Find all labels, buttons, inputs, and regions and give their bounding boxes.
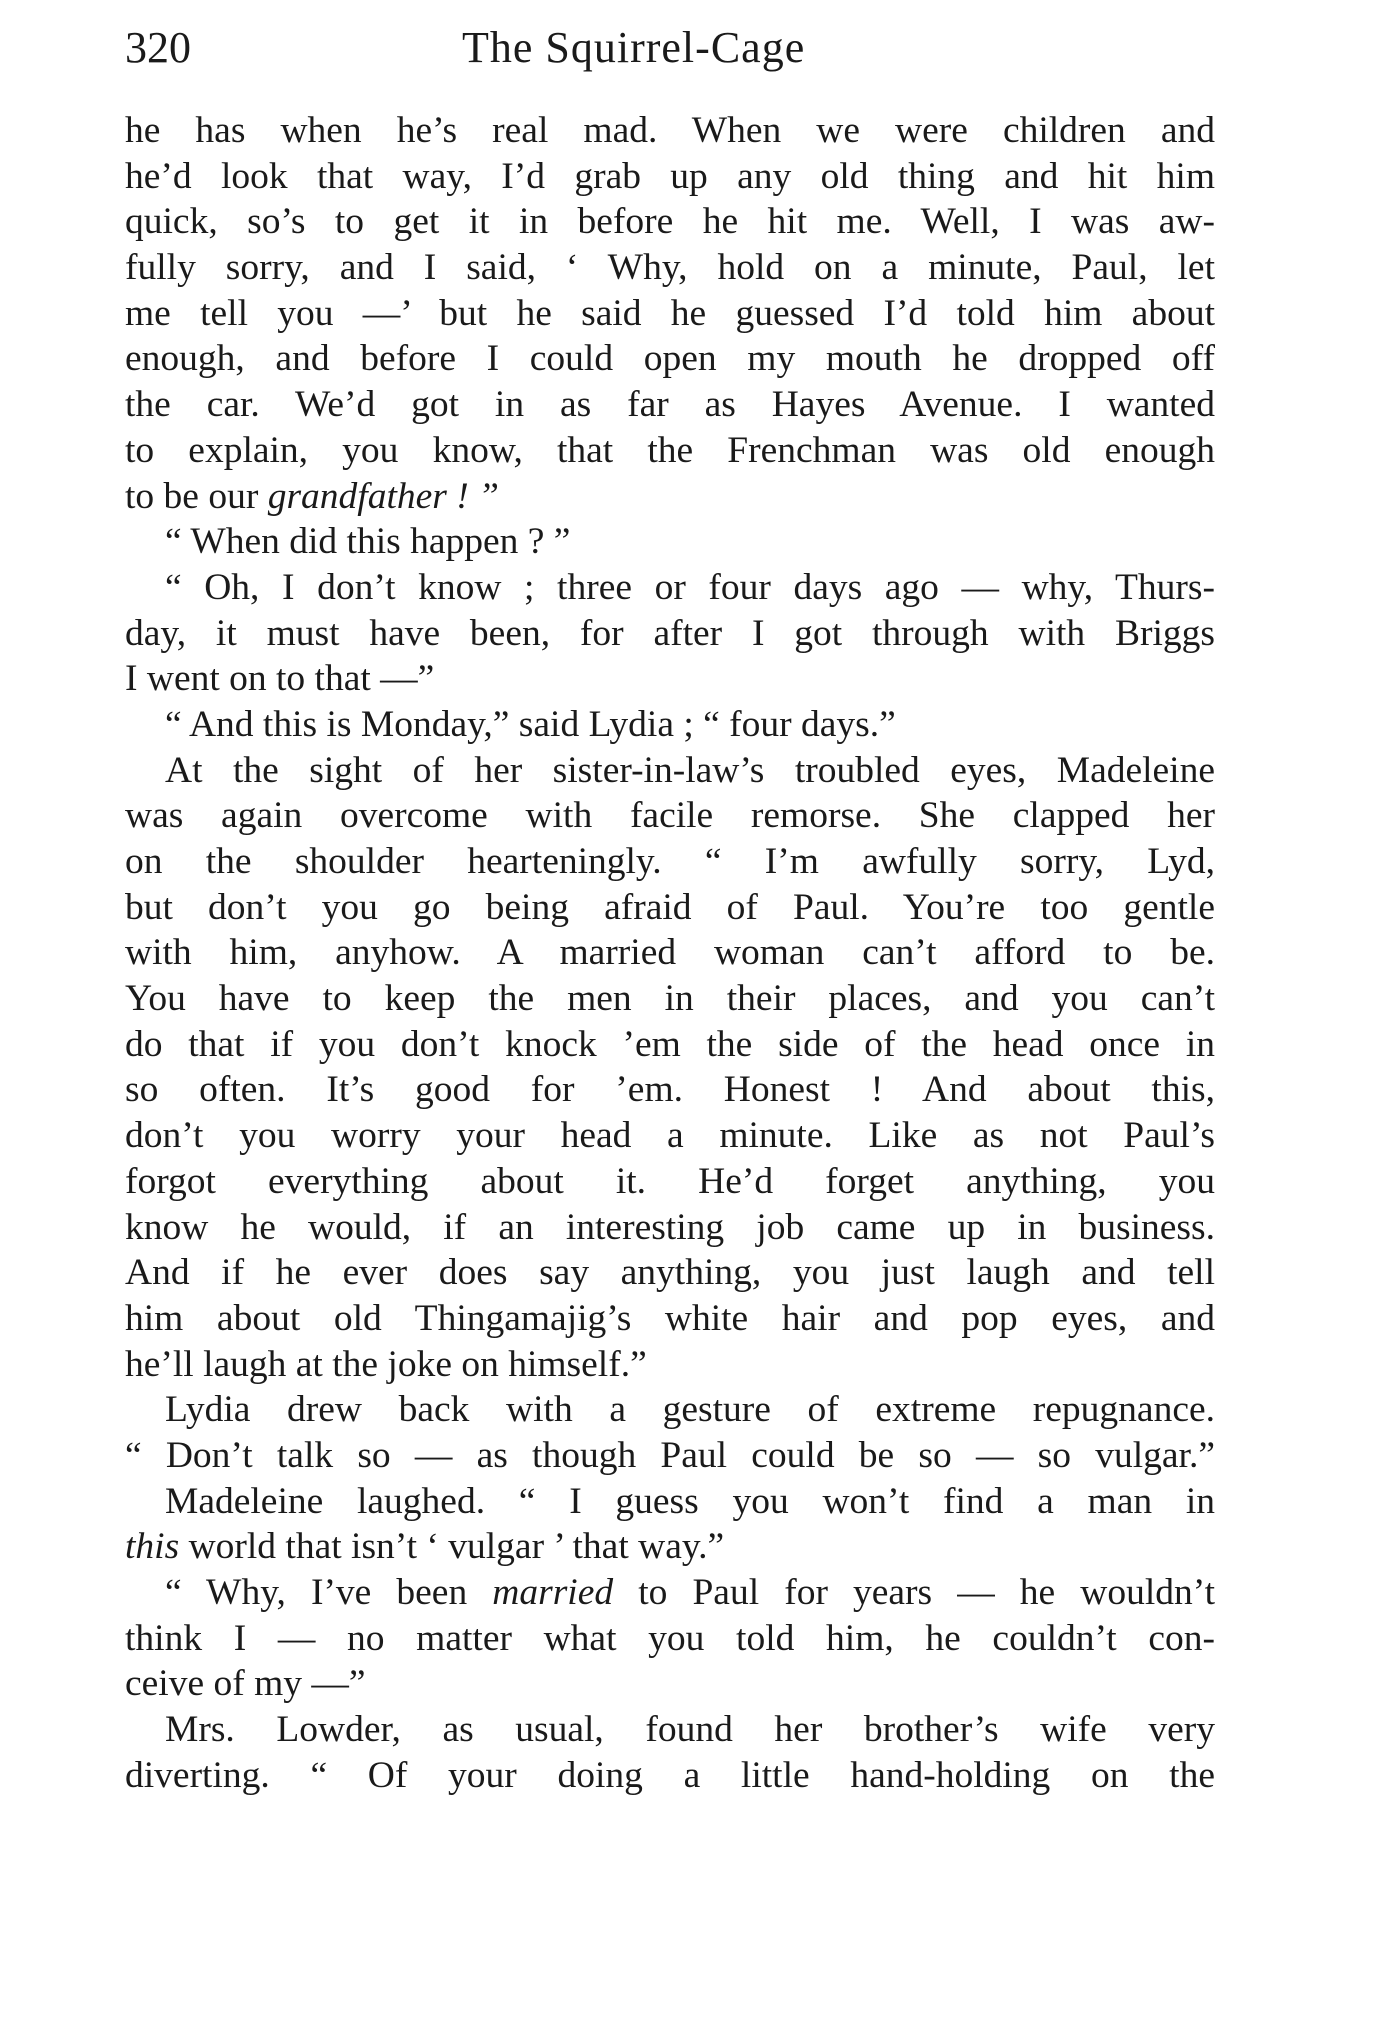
- text-line: [125, 1159, 1215, 1205]
- text-line: [125, 1067, 1215, 1113]
- text-segment: At the sight of her sister-in-law’s troubled eyes, Madeleine: [165, 749, 1215, 791]
- italic-text: married: [492, 1572, 614, 1613]
- body-text: [125, 108, 1215, 1798]
- text-segment: he’ll laugh at the joke on himself.”: [125, 1343, 647, 1385]
- text-line: [125, 336, 1215, 382]
- text-segment: “ Don’t talk so — as though Paul could be so — so vulgar.”: [125, 1434, 1215, 1476]
- text-segment: fully sorry, and I said, ‘ Why, hold on a minute, Paul, let: [125, 247, 1215, 289]
- text-segment: You have to keep the men in their places, and you can’t: [125, 978, 1215, 1020]
- text-line: [125, 839, 1215, 885]
- text-segment: don’t you worry your head a minute. Like as not Paul’s: [125, 1115, 1215, 1157]
- text-line: [125, 519, 1215, 565]
- text-line: [125, 428, 1215, 474]
- text-segment: was again overcome with facile remorse. She clapped her: [125, 795, 1215, 837]
- text-segment: so often. It’s good for ’em. Honest ! And about this,: [125, 1069, 1215, 1111]
- text-line: [125, 565, 1215, 611]
- text-line: [125, 1753, 1215, 1799]
- text-segment: enough, and before I could open my mouth he dropped off: [125, 338, 1215, 380]
- text-segment: Lydia drew back with a gesture of extreme repugnance.: [165, 1389, 1215, 1431]
- text-segment: “ And this is Monday,” said Lydia ; “ four days.”: [165, 703, 896, 745]
- text-segment: Mrs. Lowder, as usual, found her brother’s wife very: [165, 1709, 1215, 1751]
- text-segment: ceive of my —”: [125, 1663, 366, 1705]
- text-line: [125, 976, 1215, 1022]
- text-segment: to be our: [125, 475, 268, 517]
- page-header: [125, 18, 1215, 78]
- text-line: [125, 793, 1215, 839]
- text-segment: he has when he’s real mad. When we were children and: [125, 110, 1215, 151]
- text-line: [125, 1296, 1215, 1342]
- text-segment: with him, anyhow. A married woman can’t afford to be.: [125, 932, 1215, 974]
- text-segment: me tell you —’ but he said he guessed I’d told him about: [125, 292, 1215, 334]
- text-line: [125, 245, 1215, 291]
- text-line: [125, 382, 1215, 428]
- text-line: [125, 474, 1215, 520]
- text-line: [125, 1250, 1215, 1296]
- text-line: [125, 1661, 1215, 1707]
- text-line: [125, 1479, 1215, 1525]
- text-segment: diverting. “ Of your doing a little hand-holding on the: [125, 1754, 1215, 1796]
- text-line: [125, 656, 1215, 702]
- text-line: [125, 1022, 1215, 1068]
- page-number: 320: [125, 23, 191, 72]
- text-segment: quick, so’s to get it in before he hit me. Well, I was aw-: [125, 201, 1215, 243]
- text-segment: do that if you don’t knock ’em the side of the head once in: [125, 1023, 1215, 1065]
- text-segment: on the shoulder hearteningly. “ I’m awfully sorry, Lyd,: [125, 841, 1215, 882]
- text-line: [125, 1433, 1215, 1479]
- text-segment: to Paul for years — he wouldn’t: [613, 1572, 1215, 1613]
- text-line: [125, 1570, 1215, 1616]
- text-segment: “ Why, I’ve been: [165, 1572, 493, 1613]
- italic-text: this: [125, 1526, 180, 1568]
- text-line: [125, 1707, 1215, 1753]
- text-segment: “ When did this happen ? ”: [165, 521, 571, 563]
- text-line: [125, 1342, 1215, 1388]
- text-line: [125, 1205, 1215, 1251]
- running-title: The Squirrel-Cage: [462, 23, 806, 72]
- text-line: [125, 1113, 1215, 1159]
- text-line: [125, 702, 1215, 748]
- text-segment: he’d look that way, I’d grab up any old thing and hit him: [125, 155, 1215, 197]
- italic-text: grandfather ! ”: [267, 475, 499, 517]
- text-segment: “ Oh, I don’t know ; three or four days ago — why, Thurs-: [165, 566, 1215, 608]
- text-segment: forgot everything about it. He’d forget anything, you: [125, 1160, 1215, 1202]
- text-segment: to explain, you know, that the Frenchman was old enough: [125, 429, 1215, 471]
- text-line: [125, 291, 1215, 337]
- text-line: [125, 611, 1215, 657]
- text-segment: know he would, if an interesting job came up in business.: [125, 1206, 1215, 1248]
- text-segment: but don’t you go being afraid of Paul. You’re too gentle: [125, 886, 1215, 928]
- text-line: [125, 748, 1215, 794]
- text-segment: Madeleine laughed. “ I guess you won’t find a man in: [165, 1480, 1215, 1522]
- text-line: [125, 930, 1215, 976]
- text-segment: And if he ever does say anything, you just laugh and tell: [125, 1252, 1215, 1294]
- text-segment: day, it must have been, for after I got through with Briggs: [125, 612, 1215, 654]
- text-line: [125, 154, 1215, 200]
- text-line: [125, 199, 1215, 245]
- text-line: [125, 1524, 1215, 1570]
- text-segment: think I — no matter what you told him, he couldn’t con-: [125, 1617, 1215, 1659]
- text-segment: him about old Thingamajig’s white hair and pop eyes, and: [125, 1297, 1215, 1339]
- text-segment: I went on to that —”: [125, 658, 435, 700]
- text-segment: the car. We’d got in as far as Hayes Avenue. I wanted: [125, 384, 1215, 426]
- text-line: [125, 1387, 1215, 1433]
- text-segment: world that isn’t ‘ vulgar ’ that way.”: [179, 1526, 725, 1568]
- text-line: [125, 885, 1215, 931]
- text-line: [125, 1616, 1215, 1662]
- text-line: [125, 108, 1215, 154]
